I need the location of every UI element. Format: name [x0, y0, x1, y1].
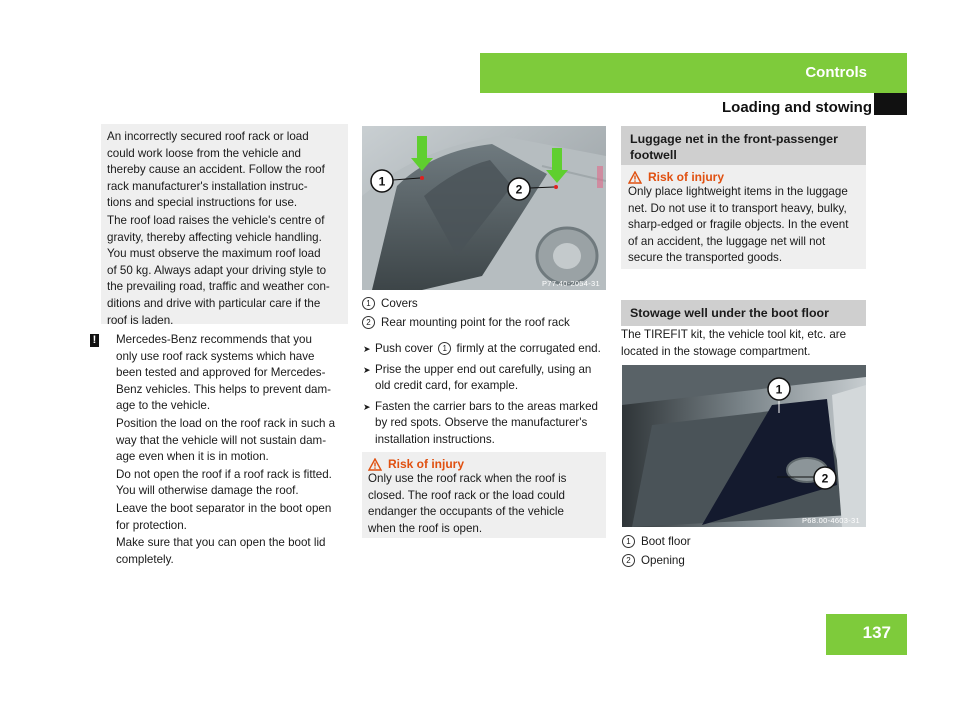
note-line: Mercedes-Benz recommends that you — [116, 333, 312, 346]
warning-line: of an accident, the luggage net will not — [628, 234, 826, 248]
note-line: for protection. — [116, 518, 187, 532]
image-code: P68.00-4603-31 — [802, 516, 860, 525]
note-line: age even when it is in motion. — [116, 450, 269, 464]
warning-line: could work loose from the vehicle and — [107, 146, 301, 160]
boot-photo-legend — [622, 534, 862, 569]
legend-number: 2 — [362, 316, 375, 329]
note-mark: ! — [92, 334, 97, 346]
header-marker — [874, 93, 907, 115]
warning-line: closed. The roof rack or the load could — [368, 488, 565, 502]
note-line: completely. — [116, 552, 174, 566]
callout-2: 2 — [515, 182, 523, 197]
mounting-steps — [363, 341, 611, 449]
note-line: Benz vehicles. This helps to prevent dam- — [116, 382, 332, 396]
boot-illustration — [622, 365, 866, 527]
subsection-title: Loading and stowing — [722, 99, 872, 116]
legend-text: Rear mounting point for the roof rack — [381, 315, 570, 329]
step-arrow-icon: ➤ — [363, 364, 371, 375]
legend-text: Opening — [641, 553, 685, 567]
warning-line: thereby cause an accident. Follow the roof — [107, 163, 325, 177]
callout-1: 1 — [378, 174, 386, 189]
roof-rack-mounting-photo — [362, 126, 606, 290]
warning-line: Only place lightweight items in the luggage — [628, 185, 848, 198]
note-line: age to the vehicle. — [116, 399, 211, 413]
image-code: P77.40-2054-31 — [542, 279, 600, 288]
legend-item — [622, 534, 862, 551]
page-number-box — [826, 614, 907, 655]
warning-line: An incorrectly secured roof rack or load — [107, 130, 309, 143]
warning-heading — [628, 170, 859, 184]
legend-number: 1 — [622, 535, 635, 548]
warning-triangle-icon — [368, 458, 382, 471]
stowage-paragraph — [621, 327, 871, 360]
warning-triangle-icon — [628, 171, 642, 184]
warning-line: sharp-edged or fragile objects. In the event — [628, 218, 849, 232]
warning-title: Risk of injury — [648, 170, 725, 184]
page-number: 137 — [862, 623, 891, 642]
warning-line: when the roof is open. — [368, 521, 483, 535]
callout-2: 2 — [821, 471, 829, 486]
warning-heading — [368, 457, 600, 471]
warning-line: secure the transported goods. — [628, 251, 783, 265]
legend-item — [622, 553, 862, 570]
warning-line: The roof load raises the vehicle's centre of — [107, 213, 325, 227]
legend-number: 2 — [622, 554, 635, 567]
legend-number: 1 — [362, 297, 375, 310]
note-line: You will otherwise damage the roof. — [116, 484, 299, 498]
warning-line: tions and special instructions for use. — [107, 196, 298, 210]
step-item — [363, 362, 611, 395]
step-arrow-icon: ➤ — [363, 344, 371, 354]
note-line: Leave the boot separator in the boot open — [116, 501, 332, 515]
car-side-illustration — [362, 126, 606, 290]
legend-text: Boot floor — [641, 535, 691, 548]
step-arrow-icon: ➤ — [363, 401, 371, 412]
note-line: Do not open the roof if a roof rack is fitted. — [116, 467, 332, 481]
warning-title: Risk of injury — [388, 457, 465, 471]
luggage-net-warning-box — [621, 165, 866, 269]
roof-rack-note — [116, 332, 356, 568]
note-exclamation-icon — [90, 334, 99, 347]
warning-line: roof is laden. — [107, 313, 174, 327]
step-text: Fasten the carrier bars to the areas marked by red spots. Observe the manufacturer's installation instructions. — [375, 399, 598, 446]
warning-line: rack manufacturer's installation instruc- — [107, 179, 308, 193]
photo-legend — [362, 296, 612, 331]
stowage-well-heading: Stowage well under the boot floor — [621, 300, 866, 326]
warning-line: You must observe the maximum roof load — [107, 247, 321, 261]
legend-text: Covers — [381, 297, 418, 310]
warning-line: the prevailing road, traffic and weather con- — [107, 280, 330, 294]
step-text: Push cover 1 firmly at the corrugated end. — [375, 342, 601, 355]
warning-line: Only use the roof rack when the roof is — [368, 472, 567, 485]
note-line: Make sure that you can open the boot lid — [116, 536, 326, 550]
legend-item — [362, 315, 612, 332]
luggage-net-heading: Luggage net in the front-passenger footwell — [621, 126, 866, 168]
roof-load-warning-box — [101, 124, 348, 327]
step-item — [363, 341, 611, 358]
paragraph-line: The TIREFIT kit, the vehicle tool kit, etc. are — [621, 328, 847, 341]
legend-item — [362, 296, 612, 313]
warning-line: of 50 kg. Always adapt your driving style to — [107, 263, 327, 277]
step-item — [363, 399, 611, 449]
warning-line: ditions and drive with particular care if the — [107, 296, 321, 310]
callout-1: 1 — [775, 382, 783, 397]
warning-line: net. Do not use it to transport heavy, bulky, — [628, 201, 847, 215]
step-text: Prise the upper end out carefully, using an old credit card, for example. — [375, 362, 592, 393]
note-line: been tested and approved for Mercedes- — [116, 366, 326, 380]
note-line: only use roof rack systems which have — [116, 349, 315, 363]
note-line: Position the load on the roof rack in such a — [116, 416, 336, 430]
section-tab — [480, 53, 907, 93]
warning-line: endanger the occupants of the vehicle — [368, 505, 564, 519]
paragraph-line: located in the stowage compartment. — [621, 344, 811, 358]
roof-risk-warning-box — [362, 452, 606, 538]
warning-line: gravity, thereby affecting vehicle handling. — [107, 230, 322, 244]
boot-floor-photo — [622, 365, 866, 527]
section-title: Controls — [805, 64, 867, 81]
inline-number: 1 — [438, 342, 451, 355]
note-line: way that the vehicle will not sustain dam- — [116, 433, 327, 447]
